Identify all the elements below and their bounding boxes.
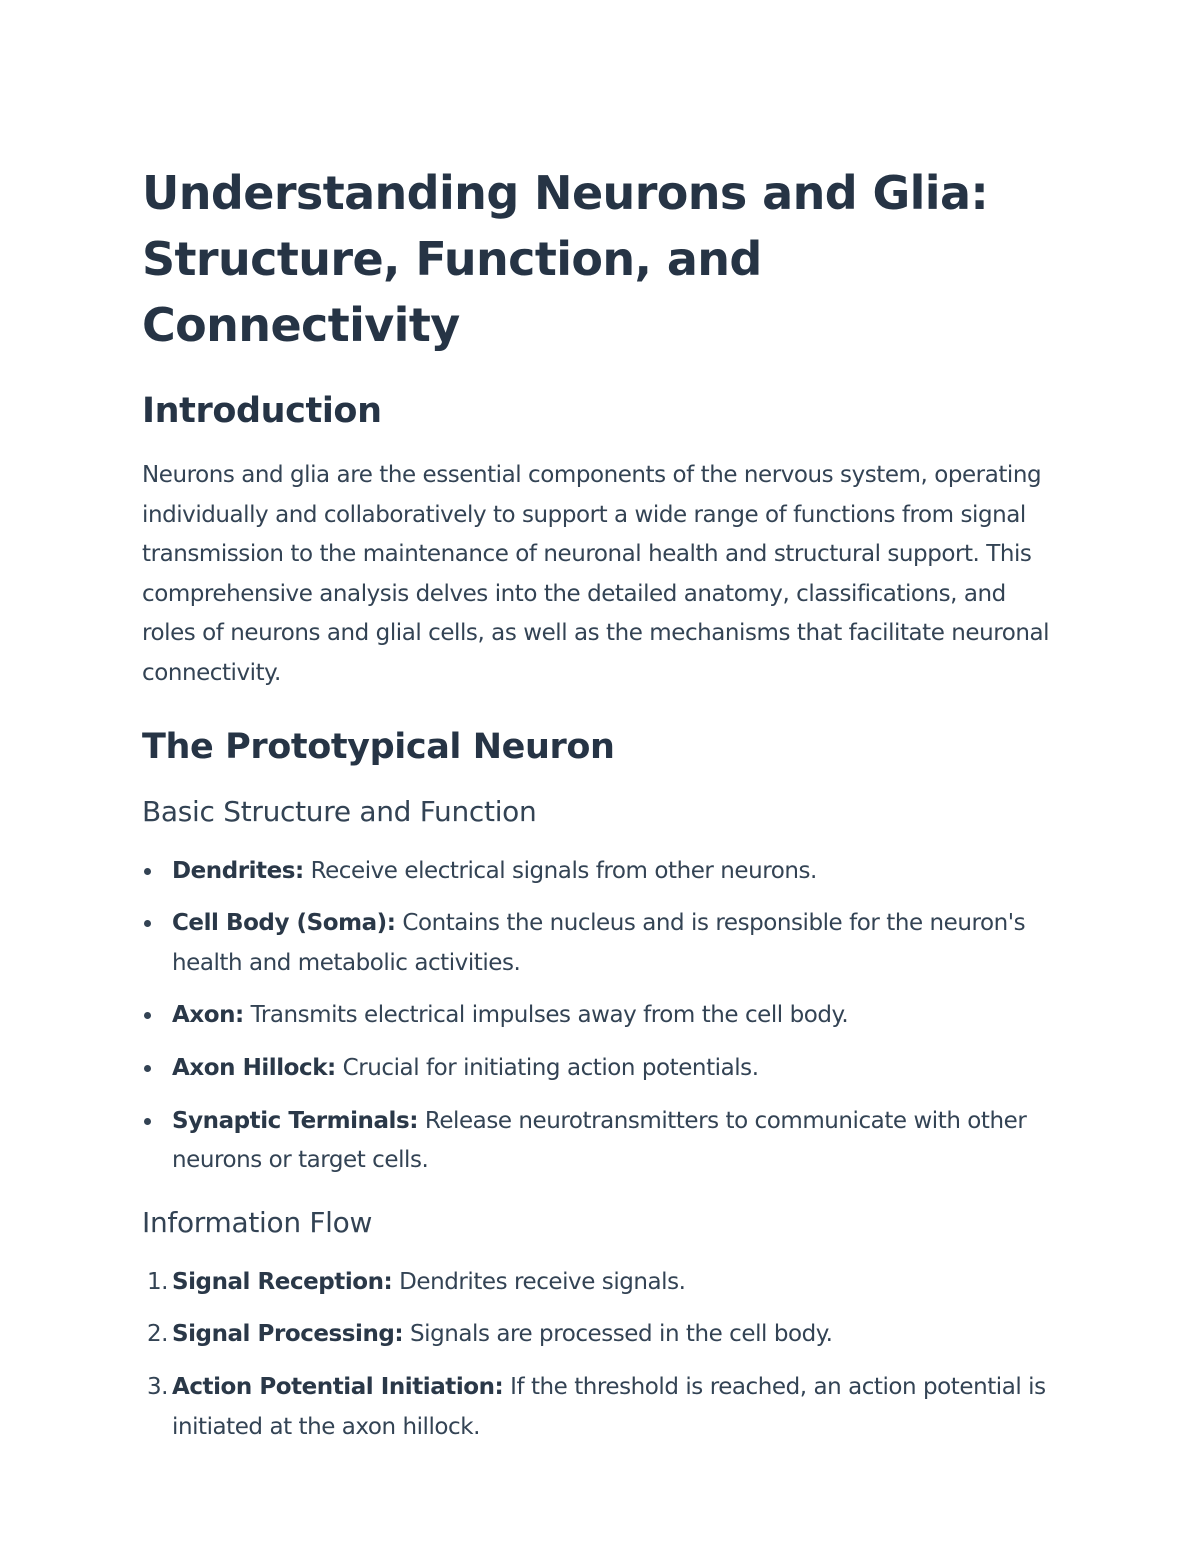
- list-item: [142, 1263, 1050, 1303]
- list-item-term: Cell Body (Soma):: [172, 910, 396, 937]
- introduction-heading: Introduction: [142, 391, 382, 431]
- prototypical-neuron-heading: The Prototypical Neuron: [142, 726, 615, 767]
- information-flow-heading: Information Flow: [142, 1205, 373, 1239]
- list-item-text: Receive electrical signals from other neurons.: [303, 857, 817, 884]
- list-item: [142, 1368, 1050, 1447]
- basic-structure-list: [142, 852, 1050, 1181]
- list-item-number: 3.: [146, 1373, 168, 1400]
- document-title: [142, 160, 1050, 358]
- information-flow-list: [142, 1263, 1050, 1447]
- list-item-term: Action Potential Initiation:: [172, 1373, 504, 1400]
- list-item-number: 1.: [146, 1268, 168, 1295]
- bullet-icon: [144, 1118, 151, 1125]
- basic-structure-heading: Basic Structure and Function: [142, 794, 537, 828]
- list-item-text: Release neurotransmitters to communicate with other neurons or target cells.: [172, 1107, 1027, 1174]
- list-item-term: Synaptic Terminals:: [172, 1107, 418, 1134]
- list-item-text: Dendrites receive signals.: [392, 1268, 686, 1295]
- list-item-text: Crucial for initiating action potentials.: [335, 1054, 759, 1081]
- list-item-term: Axon:: [172, 1002, 244, 1029]
- document-title-line-2: Structure, Function, and Connectivity: [142, 232, 762, 352]
- list-item: [142, 1049, 1050, 1089]
- bullet-icon: [144, 868, 151, 875]
- list-item-term: Dendrites:: [172, 857, 304, 884]
- list-item-text: Contains the nucleus and is responsible for the neuron's health and metabolic activities.: [172, 910, 1026, 976]
- document-title-line-1: Understanding Neurons and Glia:: [142, 166, 989, 220]
- list-item-term: Signal Processing:: [172, 1321, 404, 1348]
- list-item: [142, 852, 1050, 892]
- list-item-text: If the threshold is reached, an action potential is initiated at the axon hillock.: [172, 1373, 1046, 1440]
- bullet-icon: [144, 1065, 151, 1072]
- introduction-paragraph: Neurons and glia are the essential components of the nervous system, operating individually and collaboratively to support a wide range of functions from signal transmission to the maintenance of neuronal health and structural support. This comprehensive analysis delves into the detailed anatomy, classifications, and roles of neurons and glial cells, as well as the mechanisms that facilitate neuronal connectivity.: [142, 462, 1050, 686]
- list-item-term: Signal Reception:: [172, 1268, 393, 1295]
- list-item-term: Axon Hillock:: [172, 1054, 336, 1081]
- bullet-icon: [144, 1012, 151, 1019]
- list-item: [142, 1315, 1050, 1355]
- bullet-icon: [144, 920, 151, 927]
- list-item: [142, 904, 1050, 983]
- list-item-text: Transmits electrical impulses away from the cell body.: [243, 1002, 849, 1029]
- list-item-number: 2.: [146, 1321, 168, 1348]
- list-item-text: Signals are processed in the cell body.: [403, 1321, 833, 1348]
- list-item: [142, 996, 1050, 1036]
- list-item: [142, 1102, 1050, 1181]
